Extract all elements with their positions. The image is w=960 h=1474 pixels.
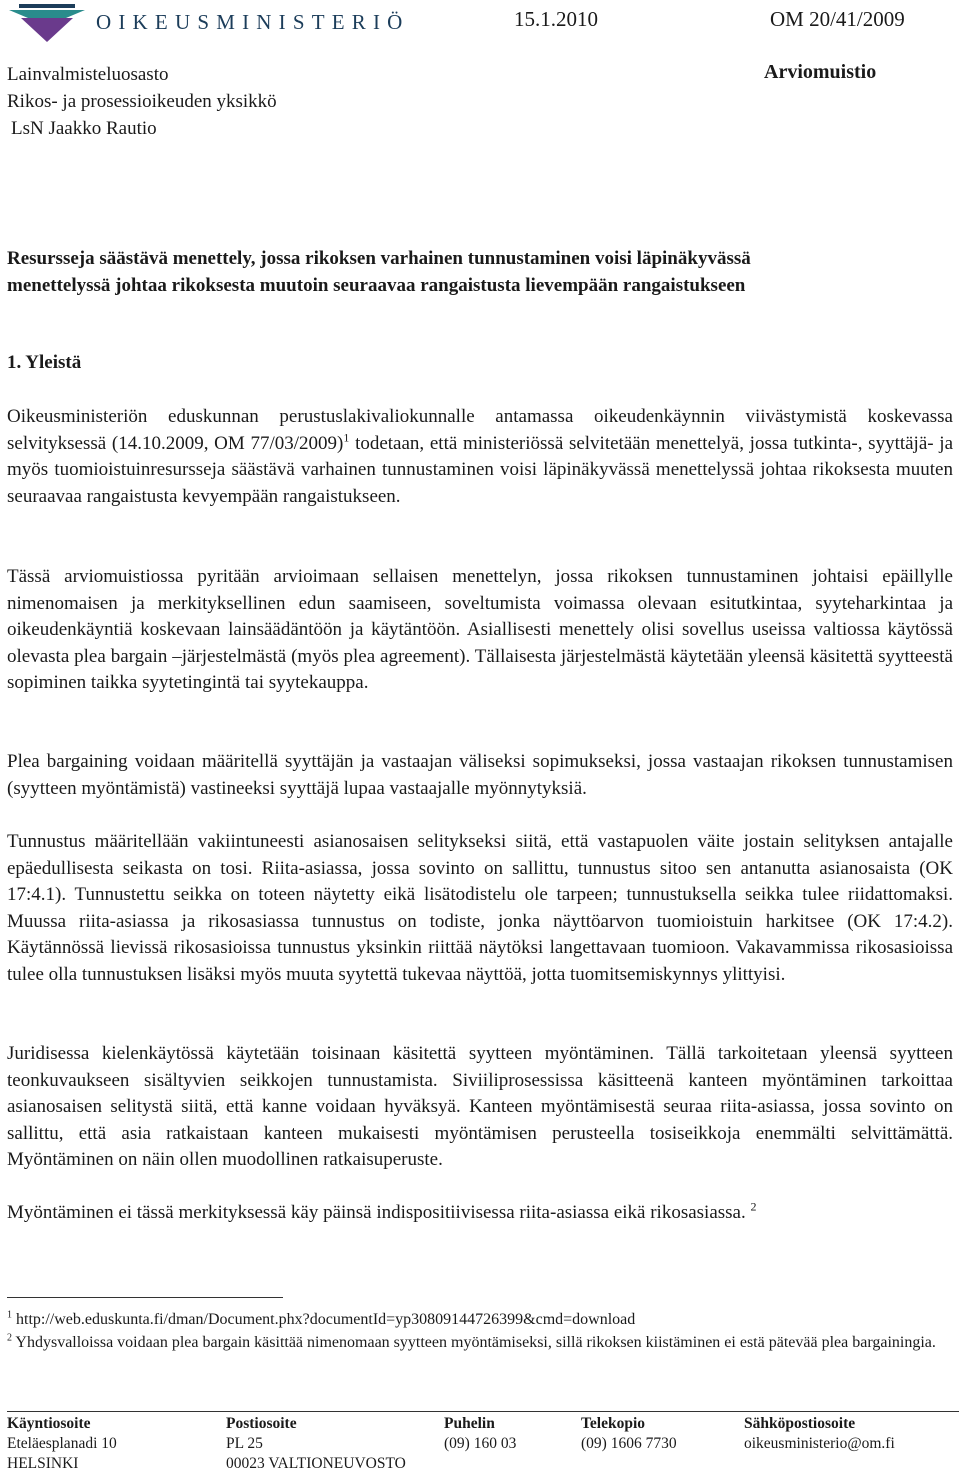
document-title [7,245,952,299]
document-type: Arviomuistio [764,61,877,83]
paragraph-6-text: Myöntäminen ei tässä merkityksessä käy päinsä indispositiivisessa riita-asiassa eikä rikosasiassa. [7,1202,746,1223]
footnote-link[interactable]: http://web.eduskunta.fi/dman/Document.phx?documentId=yp30809144726399&cmd=download [16,1311,636,1328]
contact-heading: Käyntiosoite [7,1415,91,1432]
contact-heading: Sähköpostiosoite [744,1415,856,1432]
contact-value: Eteläesplanadi 10 [7,1435,117,1452]
contact-value: HELSINKI [7,1455,79,1472]
document-date: 15.1.2010 [514,7,598,31]
contact-value: PL 25 [226,1435,263,1452]
footnote-number: 1 [7,1309,12,1321]
title-line-1: Resursseja säästävä menettely, jossa rikoksen varhainen tunnustaminen voisi läpinäkyvässä [7,248,751,269]
contact-value: (09) 160 03 [444,1435,517,1452]
document-reference: OM 20/41/2009 [770,7,905,31]
email-link[interactable]: oikeusministerio@om.fi [744,1435,895,1452]
paragraph-5: Juridisessa kielenkäytössä käytetään toisinaan käsitettä syytteen myöntäminen. Tällä tarkoitetaan yleensä syytteen teonkuvaukseen sisältyvien seikkojen tunnustamista. Siviiliprosessissa käsitteenä kanteen myöntäminen tarkoittaa asianosaisen selitystä siitä, että kanne voidaan hyväksyä. Kanteen myöntämisestä seuraa riita-asiassa, jossa sovinto on sallittu, että asia ratkaistaan kanteen mukaisesti myöntämisen perusteella tosiseikkoja enemmälti selvittämättä. Myöntäminen on näin ollen muodollinen ratkaisuperuste. [7,1043,953,1171]
paragraph-2: Tässä arviomuistiossa pyritään arvioimaan sellaisen menettelyn, jossa rikoksen tunnustaminen johtaisi epäillylle nimenomaisen ja merkityksellinen edun saamiseen, soveltumista voimassa olevaan esitutkintaa, syyteharkintaa ja oikeudenkäyntiä koskevaan lainsäädäntöön ja käytäntöön. Asiallisesti menettely olisi sovellus useissa valtiossa käytössä olevasta plea bargain –järjestelmästä (myös plea agreement). Tällaisesta järjestelmästä käytetään yleensä käsitettä syytteestä sopiminen taikka syytetingintä tai syytekauppa. [7,566,953,694]
contact-fax [581,1414,677,1454]
footnotes [7,1309,953,1354]
contact-postal [226,1414,406,1474]
footnote-2 [7,1332,953,1355]
footnote-ref-2[interactable]: 2 [750,1199,757,1214]
author: LsN Jaakko Rautio [11,118,157,139]
footnote-1 [7,1309,953,1332]
unit: Rikos- ja prosessioikeuden yksikkö [7,91,277,112]
paragraph-1-text-cont: todetaan, että ministeriössä selvitetään menettelyä, jossa tutkinta-, syyttäjä- ja myös tuomioistuinresursseja säästävä varhainen tunnustaminen voisi läpinäkyvässä menettelyssä johtaa rikoksesta muuten seuraavaa rangaistusta kevyempään rangaistukseen. [7,432,953,507]
footnote-text: Yhdysvalloissa voidaan plea bargain käsittää nimenomaan syytteen myöntämiseksi, sillä rikoksen kiistäminen ei estä pätevää plea bargainingia. [15,1333,936,1351]
contact-email [744,1414,895,1454]
contact-street [7,1414,117,1474]
footnote-ref-1[interactable]: 1 [343,430,350,445]
title-line-2: menettelyssä johtaa rikoksesta muutoin seuraavaa rangaistusta lievempään rangaistukseen [7,275,746,296]
contact-phone [444,1414,516,1454]
contact-value: 00023 VALTIONEUVOSTO [226,1455,406,1472]
section-heading: 1. Yleistä [7,352,82,373]
paragraph-4: Tunnustus määritellään vakiintuneesti asianosaisen selitykseksi siitä, että vastapuolen väite jostain selityksen antajalle epäedullisesta seikasta on tosi. Riita-asiassa, jossa sovinto on sallittu, tunnustus sitoo sen antanutta asianosaista (OK 17:4.1). Tunnustettu seikka on toteen näytetty eikä lisätodistelu ole tarpeen; tunnustuksella seikka tulee riidattomaksi. Muussa riita-asiassa ja rikosasiassa tunnustus on todiste, jonka näyttöarvon tuomioistuin harkitsee (OK 17:4.2). Käytännössä lievissä rikosasioissa tunnustus yksinkin riittää näytöksi langettavaan tuomioon. Vakavammissa rikosasioissa tulee olla tunnustuksen lisäksi myös muuta syytettä tukevaa näyttöä, jotta tuomitsemiskynnys ylittyisi. [7,831,953,985]
footnote-divider [7,1297,283,1298]
paragraph-6 [7,1200,953,1227]
contact-heading: Telekopio [581,1415,646,1432]
footnote-number: 2 [7,1332,12,1344]
contact-heading: Postiosoite [226,1415,297,1432]
ministry-logo-icon [7,4,87,44]
paragraph-1 [7,404,953,510]
department: Lainvalmisteluosasto [7,64,169,85]
footer-divider [7,1411,959,1412]
paragraph-3: Plea bargaining voidaan määritellä syyttäjän ja vastaajan väliseksi sopimukseksi, jossa vastaajan rikoksen tunnustamisen (syytteen myöntämistä) vastineeksi syyttäjä lupaa vastaajalle myönnytyksiä. [7,751,953,799]
paragraph-1-text: Oikeusministeriön eduskunnan perustuslakivaliokunnalle antamassa oikeudenkäynnin viivästymistä koskevassa selvityksessä (14.10.2009, OM 77/03/2009) [7,406,953,454]
contact-heading: Puhelin [444,1415,495,1432]
ministry-name: OIKEUSMINISTERIÖ [96,10,410,34]
sender-block [7,61,277,142]
contact-value: (09) 1606 7730 [581,1435,677,1452]
